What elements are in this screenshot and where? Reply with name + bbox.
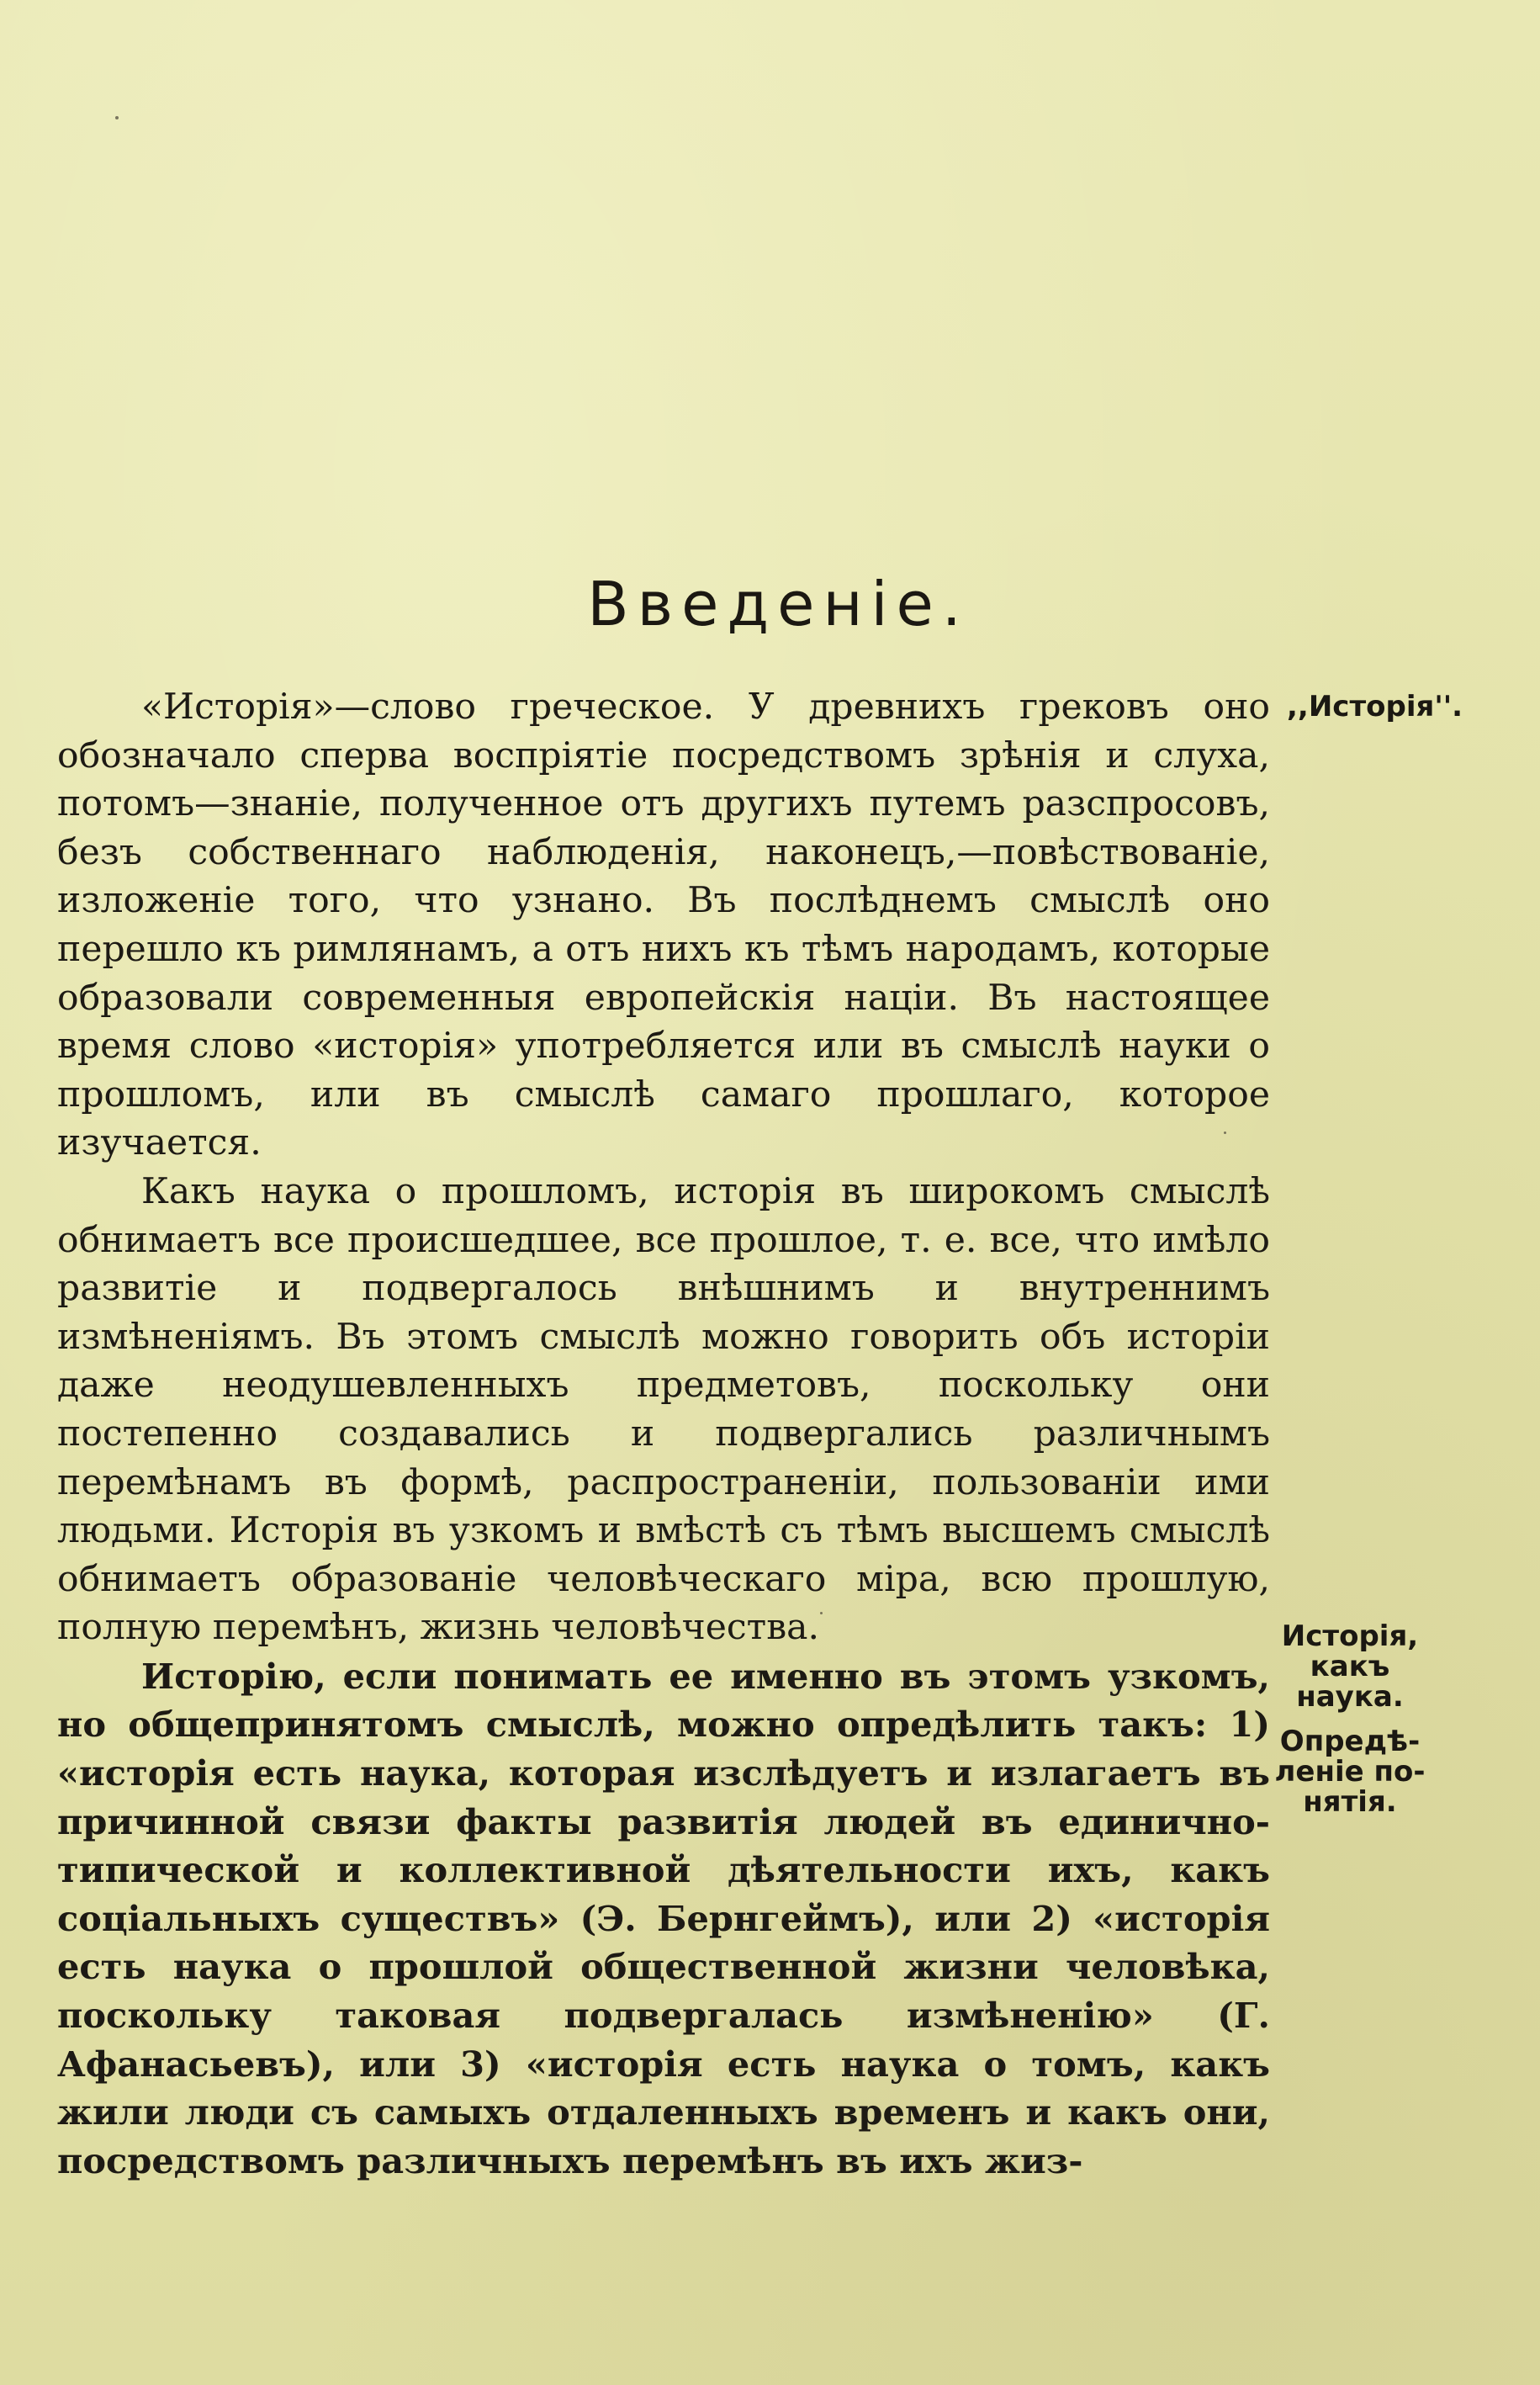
margin-note-line: наука. [1296,1680,1404,1714]
margin-note-line: нятія. [1303,1785,1397,1819]
print-speck [115,116,119,119]
margin-note-line: Исторія, [1281,1619,1419,1653]
margin-note-history: ,,Исторія''. [1287,690,1463,723]
margin-note-history-as-science [1272,1621,1428,1712]
paragraph-history-definitions: Исторію, если понимать ее именно въ этомъ узкомъ, но общепринятомъ смыслѣ, можно опредѣлить такъ: 1) «исторія есть наука, которая изслѣдуетъ и излагаетъ въ причинной связи факты развитія людей въ единично-типической и коллективной дѣятельности ихъ, какъ соціальныхъ существъ» (Э. Бернгеймъ), или 2) «исторія есть наука о прошлой общественной жизни человѣка, поскольку таковая подвергалась измѣненію» (Г. Афанасьевъ), или 3) «исторія есть наука о томъ, какъ жили люди съ самыхъ отдаленныхъ временъ и какъ они, посредствомъ различныхъ перемѣнъ въ ихъ жиз- [57,1655,1270,2181]
chapter-title: Введеніе. [587,569,970,639]
margin-note-definition [1272,1726,1428,1817]
margin-note-line: какъ [1310,1650,1390,1683]
margin-note-line: леніе по- [1274,1755,1426,1789]
paragraph-history-word: «Исторія»—слово греческое. У древнихъ грековъ оно обозначало сперва воспріятіе посредствомъ зрѣнія и слуха, потомъ—знаніе, полученное отъ другихъ путемъ разспросовъ, безъ собственнаго наблюденія, наконецъ,—повѣствованіе, изложеніе того, что узнано. Въ послѣднемъ смыслѣ оно перешло къ римлянамъ, а отъ нихъ къ тѣмъ народамъ, которые образовали современныя европейскія націи. Въ настоящее время слово «исторія» употребляется или въ смыслѣ науки о прошломъ, или въ смыслѣ самаго прошлаго, которое изучается. [57,686,1270,1164]
paragraph-history-science: Какъ наука о прошломъ, исторія въ широкомъ смыслѣ обнимаетъ все происшедшее, все прошлое, т. е. все, что имѣло развитіе и подвергалось внѣшнимъ и внутреннимъ измѣненіямъ. Въ этомъ смыслѣ можно говорить объ исторіи даже неодушевленныхъ предметовъ, поскольку они постепенно создавались и подвергались различнымъ перемѣнамъ въ формѣ, распространеніи, пользованіи ими людьми. Исторія въ узкомъ и вмѣстѣ съ тѣмъ высшемъ смыслѣ обнимаетъ образованіе человѣческаго міра, всю прошлую, полную перемѣнъ, жизнь человѣчества. [57,1170,1270,1649]
main-text [57,683,1270,2185]
margin-note-line: Опредѣ- [1279,1725,1421,1758]
